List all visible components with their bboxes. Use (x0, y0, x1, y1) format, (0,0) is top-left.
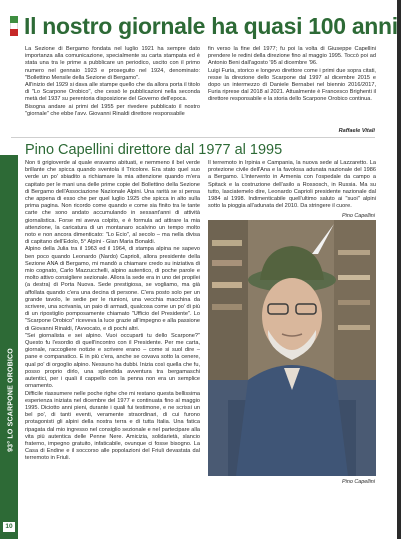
italian-flag-icon (10, 16, 18, 36)
article2-left-column (25, 160, 200, 463)
page-edge (397, 0, 401, 539)
page-number: 10 (3, 522, 15, 532)
article2-right-column (208, 160, 376, 210)
paragraph: Bisogna andare ai primi del 1955 per rivedere pubblicato il nostro "giornale" che ebbe l'avv. Giovanni Rinaldi direttore responsabile (25, 103, 200, 117)
section-title: Pino Capellini direttore dal 1977 al 1995 (25, 142, 283, 158)
paragraph: All'inizio del 1929 si dava alle stampe quello che da allora porta il titolo di "Lo Scarpone Orobico", che cessò le pubblicazioni nella seconda metà del 1937 su perentoria disposizione del Governo dell'epoca. (25, 82, 200, 103)
author-signature: Pino Capellini (342, 213, 375, 219)
divider (11, 137, 375, 138)
portrait-photo (208, 220, 376, 476)
paragraph: fin verso la fine del 1977; fu poi la volta di Giuseppe Capellini prendere le redini della direzione fino al maggio 1995. Toccò poi ad Antonio Beni dall'agosto '95 al dicembre '96. (208, 46, 376, 67)
paragraph: Il terremoto in Irpinia e Campania, la nuova sede al Lazzaretto. La protezione civile dell'Ana e la favolosa adunata nazionale del 1986 a Bergamo. L'intervento in Armenia con l'ospedale da campo a Spitack e la costruzione dell'asilo a Rossosch, in Russia. Ma su tutto, lasciatemelo dire, Leonardo Caprioli presidente nazionale dal 1984 al 1998. Indimenticabile quell'ultimo saluto ai "suoi" alpini sotto la pioggia all'adunata del 2010. Da stringere il cuore. (208, 160, 376, 210)
paragraph: Alpino della Julia tra il 1963 ed il 1964, di stampa alpina ne sapevo ben poco quando Leonardo (Nardo) Caprioli, allora presidente della Sezione ANA di Bergamo, mi mandò a chiamare credo su iniziativa di mio cognato, Carlo Mazzucchelli, alpino autentico, di poche parole e molto attivo consigliere sezionale. Allora la sede era in uno dei propilei (a destra) di Porta Nuova. Sede prestigiosa, se vogliamo, ma già affollata quando c'era una decina di persone. C'era posto solo per un grande tavolo, le sedie per le riunioni, una vecchia macchina da scrivere, una scrivania, un paio di armadi, qualcosa come un po' di più di un ripostiglio pomposamente chiamato "Ufficio del Presidente". Lo "Scarpone Orobico" riceveva la luce grazie all'impegno e alla passione di Giovanni Rinaldi, l'Avvocato, e di pochi altri. (25, 246, 200, 332)
paragraph: "Sei giornalista e sei alpino. Vuoi occuparti tu dello Scarpone?" Questo fu l'esordio di quell'incontro con il Presidente. Per me carta, giornale, raccogliere notizie e scrivere erano – come si suol dire – pane e companatico. E in più c'era, anche se covava sotto la cenere, qual po' di orgoglio alpino. Nessuno ha dubbi. Inizia così quella che fu, posso proprio dirlo, una splendida avventura tra bergamaschi autentici, per i quali il cappello con la penna non era un semplice ornamento. (25, 332, 200, 390)
article-title: Il nostro giornale ha quasi 100 anni (24, 13, 398, 39)
paragraph: Difficile riassumere nelle poche righe che mi restano questa bellissima esperienza iniziata nel dicembre del 1977 e continuata fino al maggio 1995. Diciotto anni pieni, durante i quali fui testimone, e ne scrissi un bel po', di tanti eventi, veramente straordinari, di cui furono protagonisti gli alpini della nostra terra e di tutta Italia. Una fatica ripagata dal mio ingresso nel consiglio sezionale e nel partecipare alla vita più autentica delle Penne Nere. Amicizia, solidarietà, slancio fraterno, impegno gratuito, infaticabile, ovunque ci fosse bisogno. La Casa di Endine e il soccorso alle popolazioni del Friuli devastata dal terremoto in Friuli. (25, 390, 200, 462)
author-signature: Raffaele Vitali (338, 128, 375, 134)
article1-left-column (25, 46, 200, 118)
paragraph: Non ti grigioverde al quale eravamo abituati, e nemmeno il bel verde brillante che spicca quando sventola il Tricolore. Era stato quel suo verde un po' sbiadito a richiamare la mia attenzione quando m'era capitato per le mani una delle prime copie del Bollettino della Sezione di Bergamo dell'Associazione Nazionale Alpini. Una rarità se si pensa che appena di esso che per quel luglio 1925 che spicca in alto sulla prima pagina. Non ricordo come quando e come sia finito tra le tante carte che sono andato accumulando in sessant'anni di attività giornalistica. Forse mi aveva colpito, e è formula ad attirare la mia attenzione, la caricatura di un montanaro scalvino un tempo molto noto e non ancora dimenticato: "Lo Ecio", al secolo – ma nella divisa di capitano dell'Edolo, 5° Alpini - Gian Maria Bonaldi. (25, 160, 200, 246)
article1-right-column (208, 46, 376, 104)
paragraph: La Sezione di Bergamo fondata nel luglio 1921 ha sempre dato importanza alla comunicazione, specialmente su carta stampata ed è stata una tra le prime a pubblicare un periodico, uscito con il primo numero nel gennaio 1923 e proseguito nel 1924, denominato: "Bollettino Mensile della Sezione di Bergamo". (25, 46, 200, 81)
photo-caption: Pino Capellini (342, 479, 375, 485)
sidebar-label: 93° LO SCARPONE OROBICO (7, 348, 15, 452)
paragraph: Luigi Furia, storico e longevo direttore come i primi due sopra citati, resse la direzione dello Scarpone dal 1997 al dicembre 2015 e dopo un intermezzo di Daniele Bernabei nel biennio 2016/2017, Furia riprese dal 2018 al 2021. Attualmente è Francesco Brighenti il direttore responsabile e la storia dello Scarpone Orobico continua. (208, 67, 376, 103)
